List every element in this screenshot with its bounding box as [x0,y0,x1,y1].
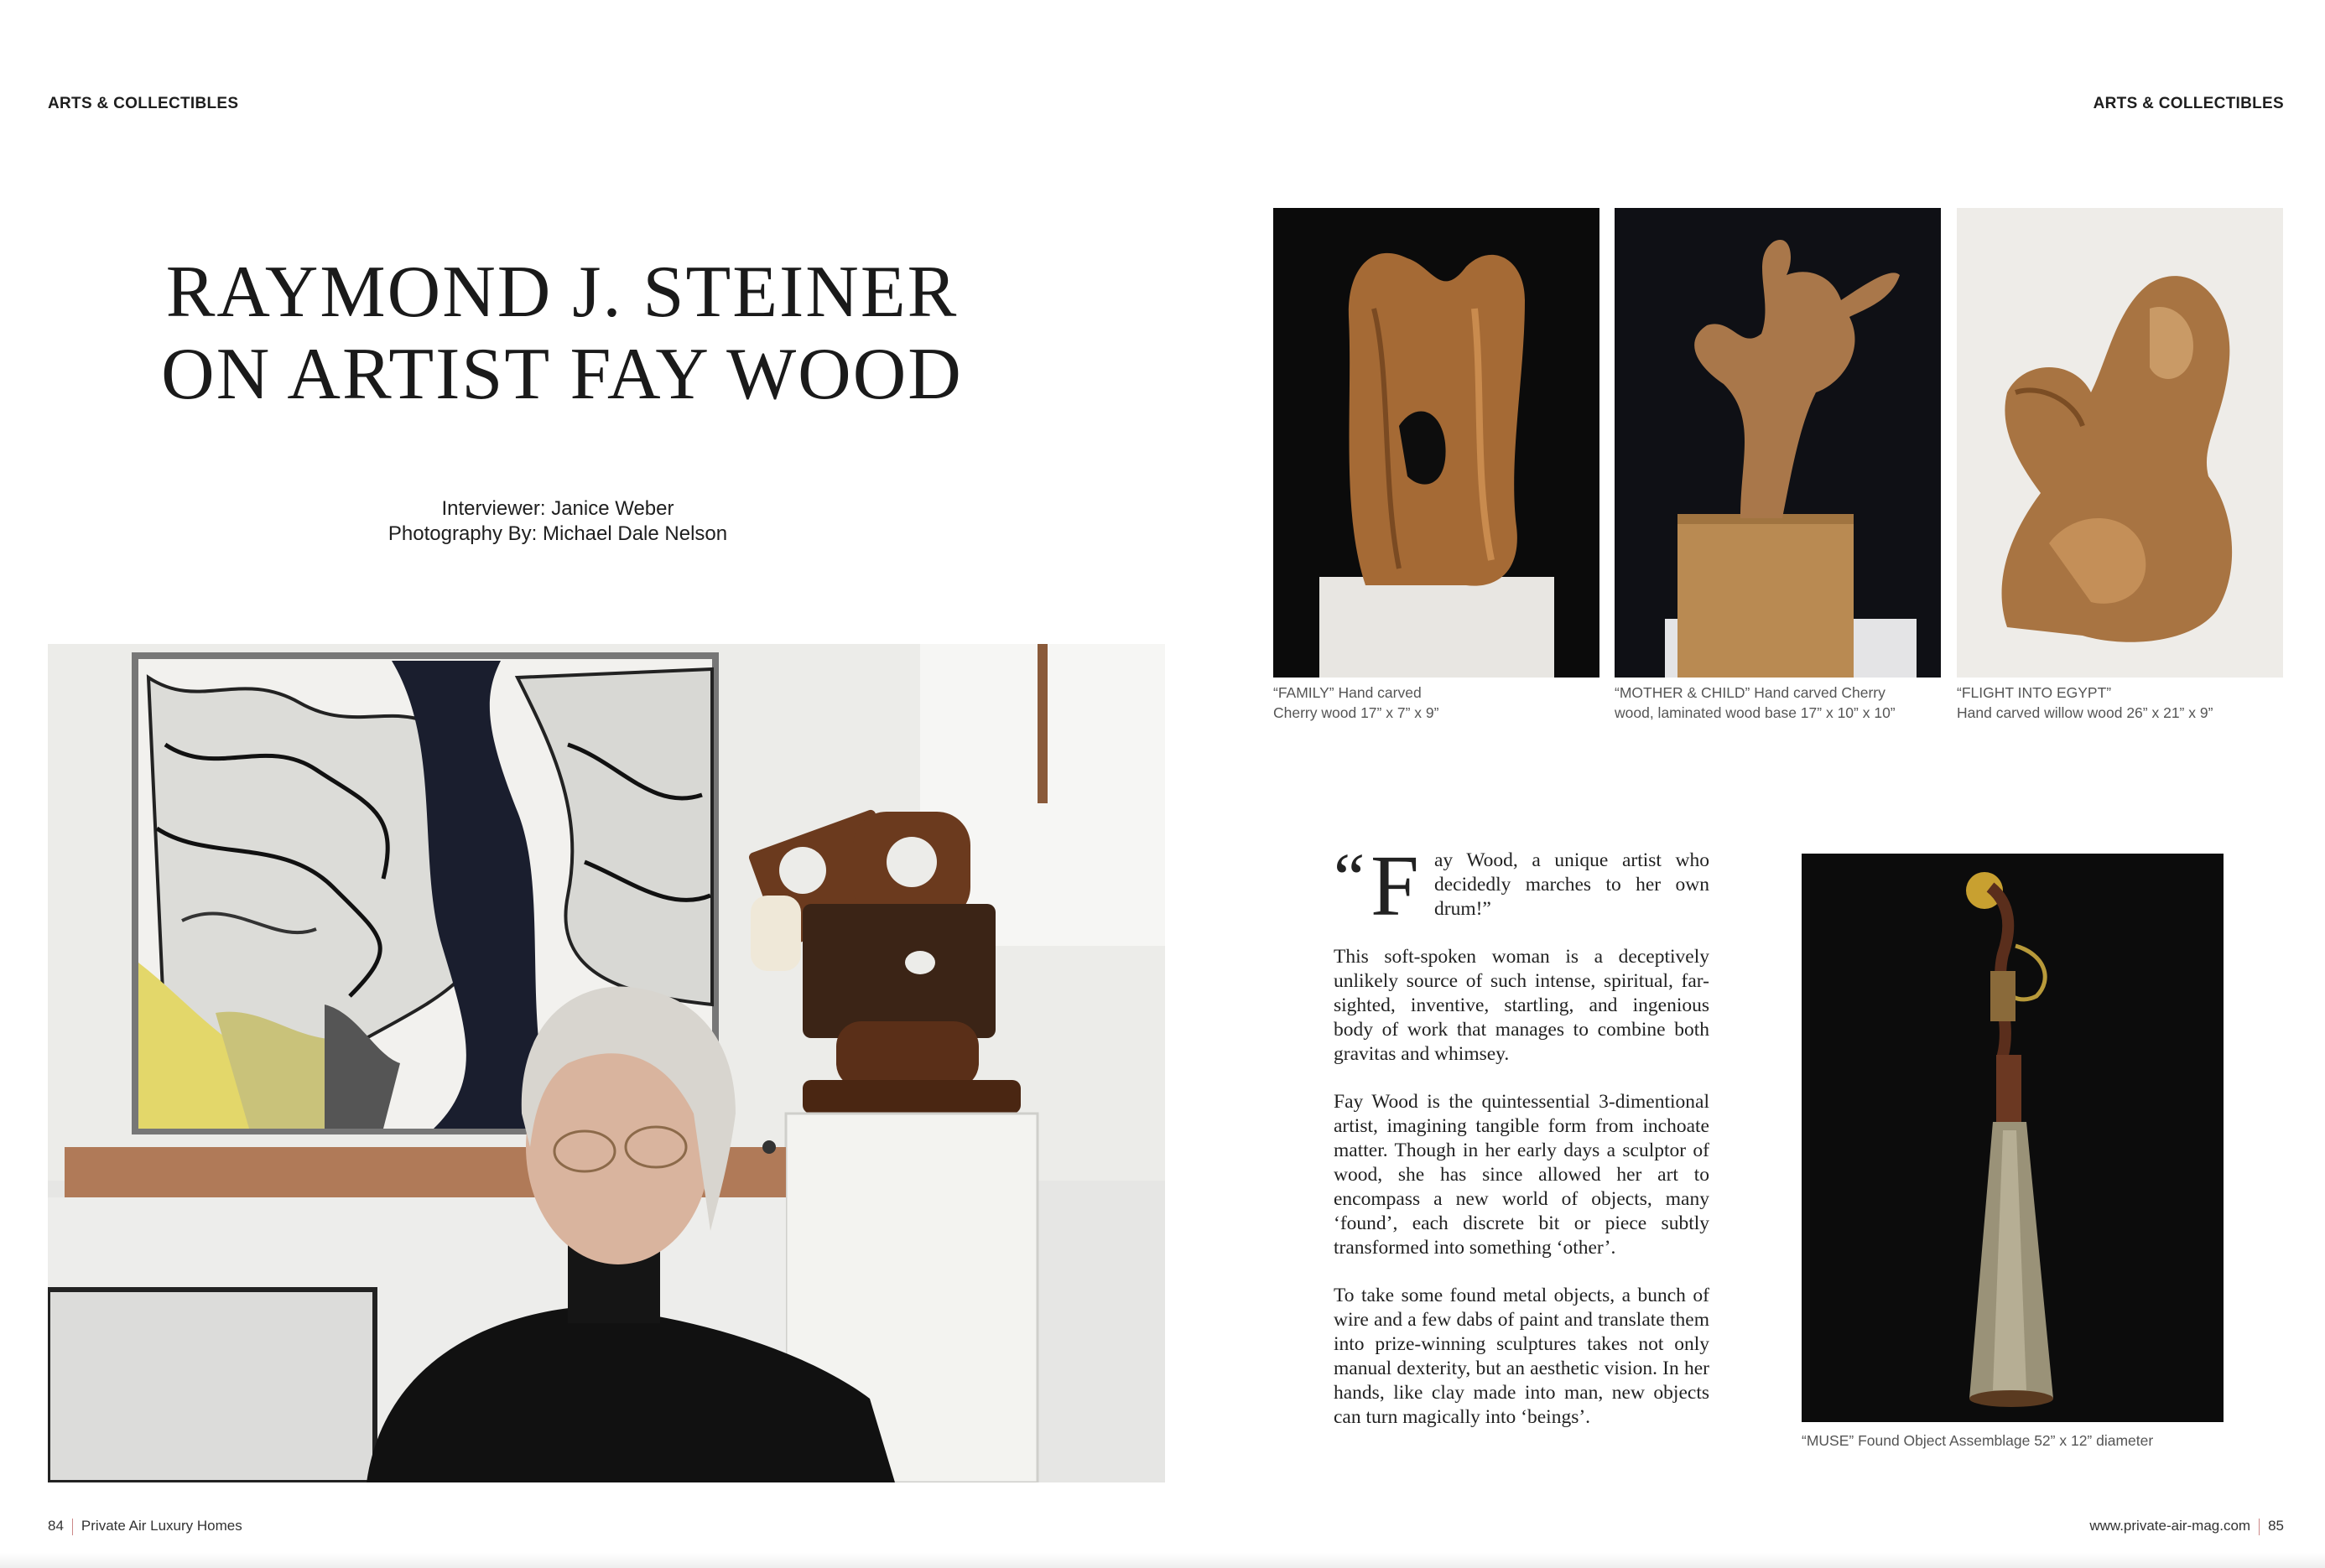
footer-left [48,1518,242,1535]
title-line-1: RAYMOND J. STEINER [165,252,959,333]
dropcap-letter: F [1371,838,1419,934]
muse-caption: “MUSE” Found Object Assemblage 52” x 12” diameter [1802,1432,2154,1449]
article-paragraph: Fay Wood is the quintessential 3-dimentional artist, imagining tangible form from inchoate matter. Though in her early days a sculptor of wood, she has since allowed her art to encompass a new world of objects, many ‘found’, each discrete bit or piece subtly transformed into something ‘other’. [1334,1091,1709,1259]
page-bottom-edge [0,1553,2325,1568]
mother-child-sculpture-photo [1615,208,1941,678]
caption-line: Cherry wood 17” x 7” x 9” [1273,704,1439,721]
section-label-left: ARTS & COLLECTIBLES [48,95,239,112]
family-sculpture-photo [1273,208,1599,678]
flight-into-egypt-sculpture-photo [1957,208,2283,678]
page-number-left: 84 [48,1518,64,1534]
page-number-right: 85 [2268,1518,2284,1534]
article-lead [1334,838,1709,934]
section-label-right: ARTS & COLLECTIBLES [2093,95,2284,112]
article-title [101,252,1023,416]
website-url[interactable]: www.private-air-mag.com [2089,1518,2251,1534]
caption-line: Hand carved willow wood 26” x 21” x 9” [1957,704,2213,721]
mother-child-caption [1615,683,1967,723]
caption-line: “MOTHER & CHILD” Hand carved Cherry [1615,684,1885,701]
publication-name: Private Air Luxury Homes [81,1518,242,1534]
flight-into-egypt-caption [1957,683,2283,723]
footer-right [2089,1518,2284,1535]
title-line-2: ON ARTIST FAY WOOD [161,334,963,415]
article-paragraph: To take some found metal objects, a bunch of wire and a few dabs of paint and translate them into prize-winning sculptures takes not only manual dexterity, but an aesthetic vision. In her hands, like clay made into man, new objects can turn magically into ‘beings’. [1334,1285,1709,1428]
interviewer-credit: Interviewer: Janice Weber [441,497,674,520]
article-body [1334,838,1709,1430]
credits [252,496,864,547]
photography-credit: Photography By: Michael Dale Nelson [388,522,728,545]
artist-portrait-photo [48,644,1165,1482]
footer-divider [2259,1519,2260,1535]
family-caption [1273,683,1599,723]
article-paragraph: This soft-spoken woman is a deceptively unlikely source of such intense, spiritual, far-sighted, inventive, startling, and ingenious body of work that manages to combine both gravitas and whimsey. [1334,946,1709,1065]
footer-divider [72,1519,73,1535]
open-quote: “ [1334,839,1365,917]
muse-sculpture-photo [1802,854,2224,1422]
caption-line: wood, laminated wood base 17” x 10” x 10” [1615,704,1896,721]
caption-line: “FAMILY” Hand carved [1273,684,1422,701]
lead-text: ay Wood, a unique artist who decidedly marches to her own drum!” [1434,849,1709,920]
caption-line: “FLIGHT INTO EGYPT” [1957,684,2112,701]
